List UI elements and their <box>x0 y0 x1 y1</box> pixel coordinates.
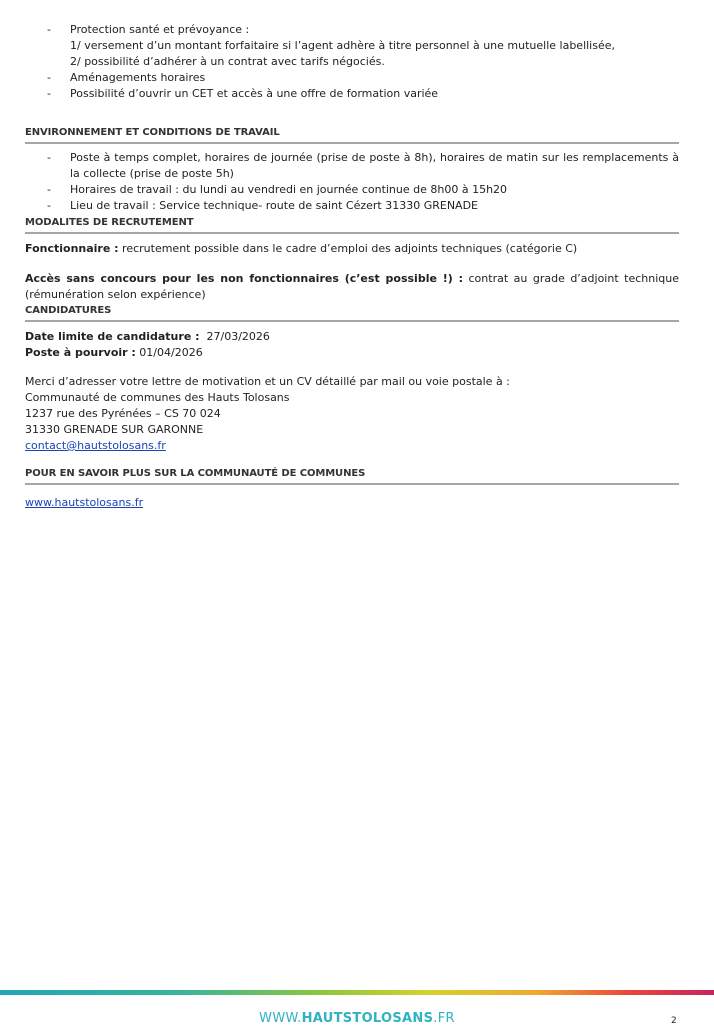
deadline-label: Date limite de candidature : <box>25 330 200 343</box>
list-dash: - <box>47 183 51 196</box>
list-item <box>25 182 679 198</box>
list-item <box>25 198 679 214</box>
recruitment-text: contrat au grade d’adjoint technique (rémunération selon expérience) <box>25 272 679 301</box>
environment-list <box>25 150 679 214</box>
list-item-text: Horaires de travail : du lundi au vendredi en journée continue de 8h00 à 15h20 <box>70 183 508 196</box>
application-intro: Merci d’adresser votre lettre de motivation et un CV détaillé par mail ou voie postale à : <box>25 375 510 388</box>
contact-email-link[interactable]: contact@hautstolosans.fr <box>25 439 166 452</box>
footer-website-link[interactable] <box>0 1011 714 1026</box>
benefits-list <box>25 22 679 102</box>
list-dash: - <box>47 87 51 100</box>
list-dash: - <box>47 199 51 212</box>
start-date-label: Poste à pourvoir : <box>25 346 136 359</box>
list-item <box>25 22 679 70</box>
list-item <box>25 70 679 86</box>
list-item-line: 2/ possibilité d’adhérer à un contrat avec tarifs négociés. <box>70 55 385 68</box>
list-dash: - <box>47 23 51 36</box>
list-item-line: Aménagements horaires <box>70 71 206 84</box>
section-heading-applications: CANDIDATURES <box>25 303 679 322</box>
footer-url-main: HAUTSTOLOSANS <box>301 1011 434 1026</box>
website-link[interactable]: www.hautstolosans.fr <box>25 496 144 509</box>
footer-url-prefix: WWW. <box>259 1011 302 1026</box>
list-item-line: Protection santé et prévoyance : <box>70 23 250 36</box>
list-dash: - <box>47 151 51 164</box>
section-heading-more-info: POUR EN SAVOIR PLUS SUR LA COMMUNAUTÉ DE COMMUNES <box>25 466 679 485</box>
deadline-line <box>25 329 679 345</box>
list-item <box>25 86 679 102</box>
recruitment-paragraph-non-civil-servant <box>25 271 679 303</box>
page-content <box>25 22 679 511</box>
recruitment-label: Fonctionnaire : <box>25 242 119 255</box>
list-item-text: Lieu de travail : Service technique- route de saint Cézert 31330 GRENADE <box>70 199 478 212</box>
list-item-line: 1/ versement d’un montant forfaitaire si l’agent adhère à titre personnel à une mutuelle labellisée, <box>70 39 615 52</box>
footer-url-suffix: .FR <box>433 1011 455 1026</box>
footer-color-bar <box>0 990 714 995</box>
start-date-line <box>25 345 679 361</box>
list-item-line: Possibilité d’ouvrir un CET et accès à une offre de formation variée <box>70 87 439 100</box>
section-heading-environment: ENVIRONNEMENT ET CONDITIONS DE TRAVAIL <box>25 125 679 144</box>
section-heading-recruitment: MODALITES DE RECRUTEMENT <box>25 215 679 234</box>
start-date-value: 01/04/2026 <box>135 346 203 359</box>
address-line: 31330 GRENADE SUR GARONNE <box>25 423 204 436</box>
recruitment-paragraph-civil-servant <box>25 241 679 257</box>
page-number: 2 <box>671 1016 677 1026</box>
address-line: Communauté de communes des Hauts Tolosans <box>25 391 290 404</box>
list-dash: - <box>47 71 51 84</box>
list-item <box>25 150 679 182</box>
address-line: 1237 rue des Pyrénées – CS 70 024 <box>25 407 221 420</box>
deadline-value: 27/03/2026 <box>199 330 270 343</box>
list-item-text: Poste à temps complet, horaires de journée (prise de poste à 8h), horaires de matin sur les remplacements à la collecte (prise de poste 5h) <box>70 151 679 180</box>
recruitment-text: recrutement possible dans le cadre d’emploi des adjoints techniques (catégorie C) <box>118 242 578 255</box>
recruitment-label: Accès sans concours pour les non fonctionnaires (c’est possible !) : <box>25 272 464 285</box>
